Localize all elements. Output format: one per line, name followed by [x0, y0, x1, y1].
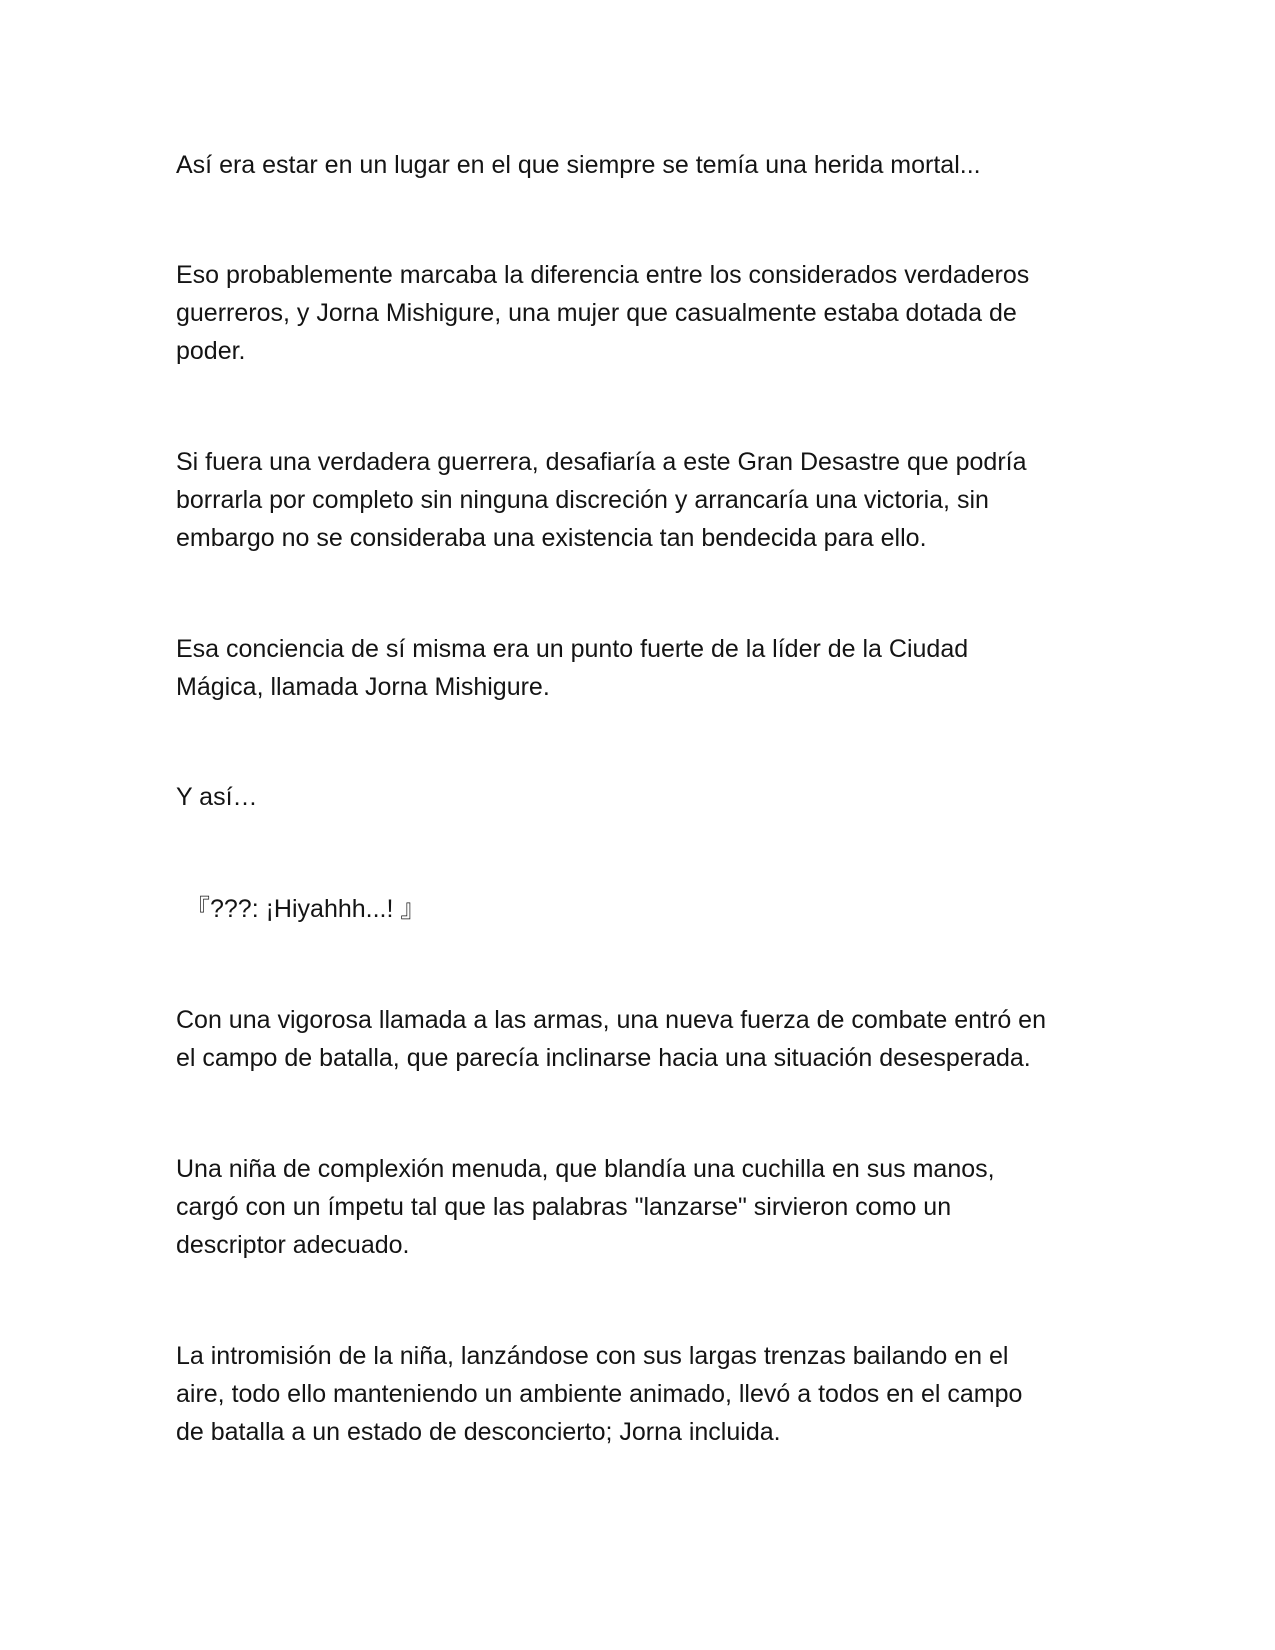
paragraph-9: La intromisión de la niña, lanzándose con sus largas trenzas bailando en el aire, todo ello manteniendo un ambiente animado, llevó a todos en el campo de batalla a un estado de desconcierto; Jorna incluida. — [176, 1342, 1023, 1446]
paragraph-7: Con una vigorosa llamada a las armas, una nueva fuerza de combate entró en el campo de batalla, que parecía inclinarse hacia una situación desesperada. — [176, 1006, 1046, 1072]
paragraph-4: Esa conciencia de sí misma era un punto fuerte de la líder de la Ciudad Mágica, llamada Jorna Mishigure. — [176, 635, 969, 701]
paragraph-5: Y así… — [176, 783, 258, 811]
paragraph-1: Así era estar en un lugar en el que siempre se temía una herida mortal... — [176, 151, 981, 179]
paragraph-3: Si fuera una verdadera guerrera, desafiaría a este Gran Desastre que podría borrarla por completo sin ninguna discreción y arrancaría una victoria, sin embargo no se consideraba una existencia tan bendecida para ello. — [176, 448, 1027, 552]
paragraph-8: Una niña de complexión menuda, que blandía una cuchilla en sus manos, cargó con un ímpetu tal que las palabras "lanzarse" sirvieron como un descriptor adecuado. — [176, 1155, 995, 1259]
paragraph-2: Eso probablemente marcaba la diferencia entre los considerados verdaderos guerreros, y Jorna Mishigure, una mujer que casualmente estaba dotada de poder. — [176, 261, 1030, 365]
dialogue-line: 『???: ¡Hiyahhh...! 』 — [185, 895, 426, 923]
